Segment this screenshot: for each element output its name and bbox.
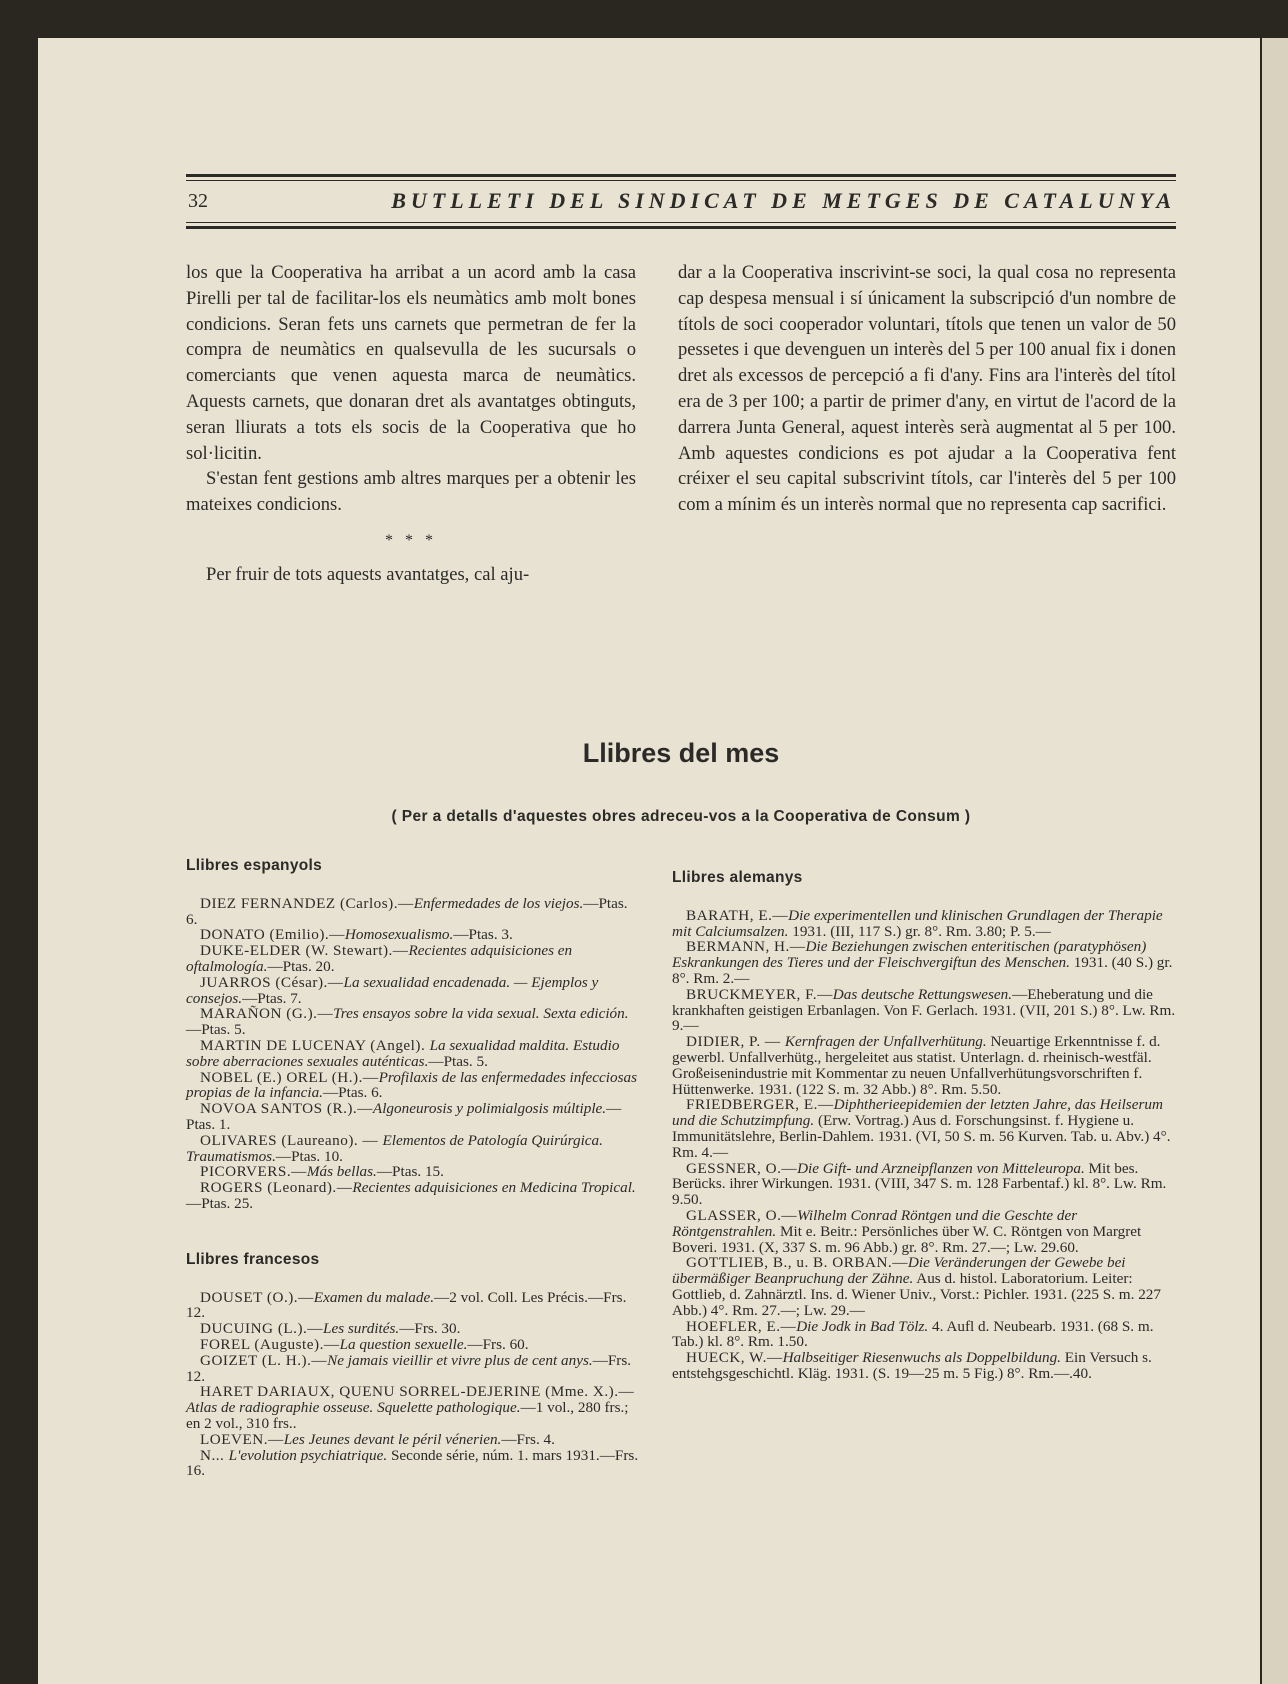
section-separator: * * *: [385, 531, 437, 549]
book-entry: [186, 1006, 641, 1038]
book-entry: [186, 975, 641, 1007]
book-title: Recientes adquisiciones en oftalmología.: [186, 942, 573, 975]
header-top-rule: [186, 174, 1176, 177]
book-details: —Ptas. 20.: [267, 957, 335, 975]
page: [38, 38, 1260, 1684]
french-books-list: [186, 1290, 641, 1480]
book-entry: [186, 1180, 641, 1212]
book-details: Neuartige Erkenntnisse f. d. gewerbl. Unfallverhütg., hergeleitet aus statist. Unterlagn. d. rheinisch-westfäl. Großeisenindustrie mit Kommentar zu neuen Unfallverhütungsvorschriften f. Hüttenwerke. 1931. (122 S. m. 32 Abb.) 8°. Rm. 5.50.: [672, 1033, 1161, 1098]
book-author: DUKE-ELDER (W. Stewart).—: [200, 942, 409, 960]
book-entry: [186, 1101, 641, 1133]
book-author: N...: [200, 1446, 229, 1464]
book-title: Más bellas.: [306, 1163, 377, 1181]
book-entry: [186, 1290, 641, 1322]
article-left-column: [186, 260, 636, 588]
book-details: —Frs. 4.: [501, 1430, 555, 1448]
page-content: [38, 38, 1260, 1684]
book-author: DUCUING (L.).—: [200, 1320, 323, 1338]
book-author: DOUSET (O.).—: [200, 1288, 314, 1306]
book-entry: [672, 1097, 1176, 1160]
book-author: FRIEDBERGER, E.—: [686, 1096, 834, 1114]
book-details: Seconde série, núm. 1. mars 1931.—Frs. 16.: [186, 1446, 639, 1480]
book-entry: [672, 987, 1176, 1034]
book-details: —Frs. 30.: [399, 1320, 461, 1338]
spanish-books-list: [186, 896, 641, 1212]
book-title: La sexualidad maldita. Estudio sobre aberraciones sexuales auténticas.: [186, 1036, 620, 1070]
book-author: GOIZET (L. H.).—: [200, 1351, 328, 1369]
book-author: BERMANN, H.—: [686, 938, 806, 956]
book-details: —Ptas. 6.: [322, 1084, 383, 1102]
article-paragraph: S'estan fent gestions amb altres marques per a obtenir les mateixes condicions.: [186, 468, 636, 516]
journal-title: BUTLLETI DEL SINDICAT DE METGES DE CATALUNYA: [391, 188, 1176, 213]
book-title: Das deutsche Rettungswesen.: [832, 985, 1013, 1003]
book-entry: [186, 1164, 641, 1180]
book-entry: [186, 1133, 641, 1165]
book-entry: [186, 1353, 641, 1385]
book-entry: [672, 1350, 1176, 1382]
book-title: Kernfragen der Unfallverhütung.: [784, 1033, 987, 1051]
book-entry: [672, 908, 1176, 940]
book-details: —Ptas. 25.: [186, 1194, 254, 1212]
book-details: Ein Versuch s. entstehgsgeschichtl. Kläg. 1931. (S. 19—25 m. 5 Fig.) 8°. Rm.—.40.: [672, 1349, 1152, 1382]
book-entry: [186, 927, 641, 943]
books-left-column: [186, 858, 641, 1479]
book-author: GLASSER, O.—: [686, 1206, 798, 1224]
book-entry: [672, 1255, 1176, 1318]
book-details: —1 vol., 280 frs.; en 2 vol., 310 frs..: [186, 1399, 629, 1432]
book-title: Die Beziehungen zwischen enteritischen (paratyphösen) Eskrankungen des Tieres und der Fleischvergiftun des Menschen.: [672, 938, 1147, 972]
article-paragraph: Per fruir de tots aquests avantatges, cal aju-: [206, 563, 530, 585]
book-author: OLIVARES (Laureano). —: [200, 1131, 383, 1149]
book-entry: [672, 1208, 1176, 1255]
book-details: Aus d. histol. Laboratorium. Leiter: Gottlieb, d. Zahnärztl. Ins. d. Wiener Univ., Vorst.: Pichler. 1931. (225 S. m. 227 Abb.) 4°. Rm. 27.—; Lw. 29.—: [672, 1270, 1161, 1319]
book-title: Die Veränderungen der Gewebe bei übermäßiger Beanpruchung der Zähne.: [672, 1254, 1126, 1288]
book-entry: [186, 1432, 641, 1448]
book-details: —Ptas. 3.: [453, 926, 513, 944]
book-entry: [186, 1070, 641, 1102]
book-author: ROGERS (Leonard).—: [200, 1179, 353, 1197]
book-title: Examen du malade.: [313, 1288, 434, 1306]
books-right-column: [672, 870, 1176, 1382]
book-author: GESSNER, O.—: [686, 1159, 798, 1177]
book-title: La question sexuelle.: [339, 1335, 468, 1353]
book-title: Diphtherieepidemien der letzten Jahre, das Heilserum und die Schutzimpfung.: [672, 1096, 1163, 1130]
facing-page-edge: [1262, 38, 1288, 1684]
article-paragraph: los que la Cooperativa ha arribat a un acord amb la casa Pirelli per tal de facilitar-los els neumàtics amb molt bones condicions. Seran fets uns carnets que permetran de fer la compra de neumàtics en qualsevulla de les sucursals o comerciants que venen aquesta marca de neumàtics. Aquests carnets, que donaran dret als avantatges obtinguts, seran lliurats a tots els socis de la Cooperativa que ho sol·licitin.: [186, 262, 636, 464]
book-details: —Frs. 60.: [467, 1335, 529, 1353]
header-top-rule-thin: [186, 180, 1176, 181]
book-entry: [672, 939, 1176, 986]
book-author: DIEZ FERNANDEZ (Carlos).—: [200, 894, 414, 912]
book-author: HUECK, W.—: [686, 1349, 783, 1367]
book-title: Tres ensayos sobre la vida sexual. Sexta edición.: [333, 1005, 629, 1023]
book-author: PICORVERS.—: [200, 1163, 307, 1181]
book-title: Wilhelm Conrad Röntgen und die Geschte der Röntgenstrahlen.: [672, 1206, 1078, 1240]
book-entry: [672, 1161, 1176, 1208]
book-title: Die Jodk in Bad Tölz.: [796, 1317, 929, 1335]
book-details: —Ptas. 7.: [242, 989, 302, 1007]
article-paragraph: dar a la Cooperativa inscrivint-se soci, la qual cosa no representa cap despesa mensual i sí únicament la subscripció d'un nombre de títols de soci cooperador voluntari, títols que tenen un valor de 50 pessetes i que devenguen un interès del 5 per 100 anual fix i donen dret als excessos de percepció a fi d'any. Fins ara l'interès del títol era de 3 per 100; a partir de primer d'any, en virtut de l'acord de la darrera Junta General, aquest interès serà augmentat al 5 per 100. Amb aquestes condicions es pot ajudar a la Cooperativa fent créixer el seu capital subscrivint títols, car l'interès del 5 per 100 com a mínim és un interès normal que no representa cap sacrifici.: [678, 262, 1176, 516]
book-author: NOBEL (E.) OREL (H.).—: [200, 1068, 379, 1086]
book-details: Mit e. Beitr.: Persönliches über W. C. Röntgen von Margret Boveri. 1931. (X, 337 S. m. 96 Abb.) gr. 8°. Rm. 27.—; Lw. 29.60.: [672, 1222, 1142, 1256]
header-bottom-rule: [186, 226, 1176, 229]
book-title: Homosexualismo.: [344, 926, 454, 944]
header-bottom-rule-thin: [186, 222, 1176, 223]
book-entry: [186, 1038, 641, 1070]
book-title: Profilaxis de las enfermedades infecciosas propias de la infancia.: [186, 1068, 638, 1102]
book-author: BRUCKMEYER, F.—: [686, 985, 833, 1003]
book-details: —Ptas. 5.: [428, 1052, 488, 1070]
book-author: BARATH, E.—: [686, 906, 789, 924]
book-details: Mit bes. Berücks. ihrer Wirkungen. 1931. (VIII, 347 S. m. 128 Farbentaf.) kl. 8°. Lw. Rm. 9.50.: [672, 1159, 1167, 1209]
spanish-books-heading: Llibres espanyols: [186, 857, 323, 874]
book-title: Die experimentellen und klinischen Grundlagen der Therapie mit Calciumsalzen.: [672, 906, 1163, 940]
book-details: —2 vol. Coll. Les Précis.—Frs. 12.: [186, 1288, 627, 1322]
book-entry: [186, 1448, 641, 1480]
books-section-subtitle: ( Per a detalls d'aquestes obres adreceu-vos a la Cooperativa de Consum ): [391, 808, 971, 825]
book-author: DIDIER, P. —: [686, 1033, 785, 1051]
book-author: LOEVEN.—: [200, 1430, 284, 1448]
book-author: GOTTLIEB, B., u. B. ORBAN.—: [686, 1254, 908, 1272]
running-header: [186, 186, 1176, 216]
article-right-column: [678, 260, 1176, 518]
book-title: Algoneurosis y polimialgosis múltiple.: [372, 1100, 607, 1118]
book-entry: [186, 1321, 641, 1337]
book-title: Atlas de radiographie osseuse. Squelette pathologique.: [186, 1399, 521, 1417]
book-author: MARAÑON (G.).—: [200, 1005, 334, 1023]
book-details: —Ptas. 15.: [376, 1163, 444, 1181]
books-section-title: Llibres del mes: [582, 738, 780, 768]
french-books-heading: Llibres francesos: [186, 1250, 320, 1268]
book-details: (Erw. Vortrag.) Aus d. Forschungsinst. f. Hygiene u. Immunitätslehre, Berlin-Dahlem. 1931. (VI, 50 S. m. 56 Kurven. Tab. u. Abv.) 4°. Rm. 4.—: [672, 1112, 1171, 1161]
book-details: 4. Aufl d. Neubearb. 1931. (68 S. m. Tab.) kl. 8°. Rm. 1.50.: [672, 1317, 1154, 1351]
book-title: Halbseitiger Riesenwuchs als Doppelbildung.: [782, 1349, 1061, 1367]
book-entry: [672, 1034, 1176, 1097]
book-details: —Frs. 12.: [186, 1351, 632, 1385]
book-entry: [186, 1384, 641, 1431]
german-books-heading: Llibres alemanys: [672, 869, 803, 886]
book-title: Ne jamais vieillir et vivre plus de cent anys.: [327, 1351, 593, 1369]
book-title: Die Gift- und Arzneipflanzen von Mitteleuropa.: [797, 1159, 1085, 1177]
book-author: NOVOA SANTOS (R.).—: [200, 1100, 373, 1118]
german-books-list: [672, 908, 1176, 1382]
book-title: Enfermedades de los viejos.: [413, 894, 584, 912]
page-number: 32: [188, 189, 208, 212]
book-author: JUARROS (César).—: [200, 973, 344, 991]
book-details: —Ptas. 10.: [275, 1147, 343, 1165]
book-details: 1931. (40 S.) gr. 8°. Rm. 2.—: [672, 954, 1173, 987]
book-details: —Ptas. 5.: [186, 1021, 246, 1039]
book-entry: [672, 1319, 1176, 1351]
book-title: Les Jeunes devant le péril vénerien.: [283, 1430, 502, 1448]
book-author: DONATO (Emilio).—: [200, 926, 345, 944]
book-entry: [186, 896, 641, 928]
book-title: L'evolution psychiatrique.: [228, 1446, 388, 1464]
book-title: La sexualidad encadenada. — Ejemplos y consejos.: [186, 973, 599, 1007]
book-details: —Ptas. 1.: [186, 1100, 622, 1133]
book-entry: [186, 943, 641, 975]
book-author: HARET DARIAUX, QUENU SORREL-DEJERINE (Mme. X.).—: [200, 1383, 635, 1401]
book-details: 1931. (III, 117 S.) gr. 8°. Rm. 3.80; P. 5.—: [788, 922, 1051, 940]
book-title: Elementos de Patología Quirúrgica. Traumatismos.: [186, 1131, 603, 1165]
book-entry: [186, 1337, 641, 1353]
book-details: —Ptas. 6.: [186, 894, 628, 928]
book-author: FOREL (Auguste).—: [200, 1335, 340, 1353]
book-title: Les surdités.: [323, 1320, 400, 1338]
book-author: MARTIN DE LUCENAY (Angel).: [200, 1036, 430, 1054]
book-title: Recientes adquisiciones en Medicina Tropical.: [352, 1179, 636, 1197]
book-author: HOEFLER, E.—: [686, 1317, 797, 1335]
book-details: —Eheberatung und die krankhaften geistigen Erbanlagen. Von F. Gerlach. 1931. (VII, 201 S.) 8°. Lw. Rm. 9.—: [672, 985, 1176, 1035]
